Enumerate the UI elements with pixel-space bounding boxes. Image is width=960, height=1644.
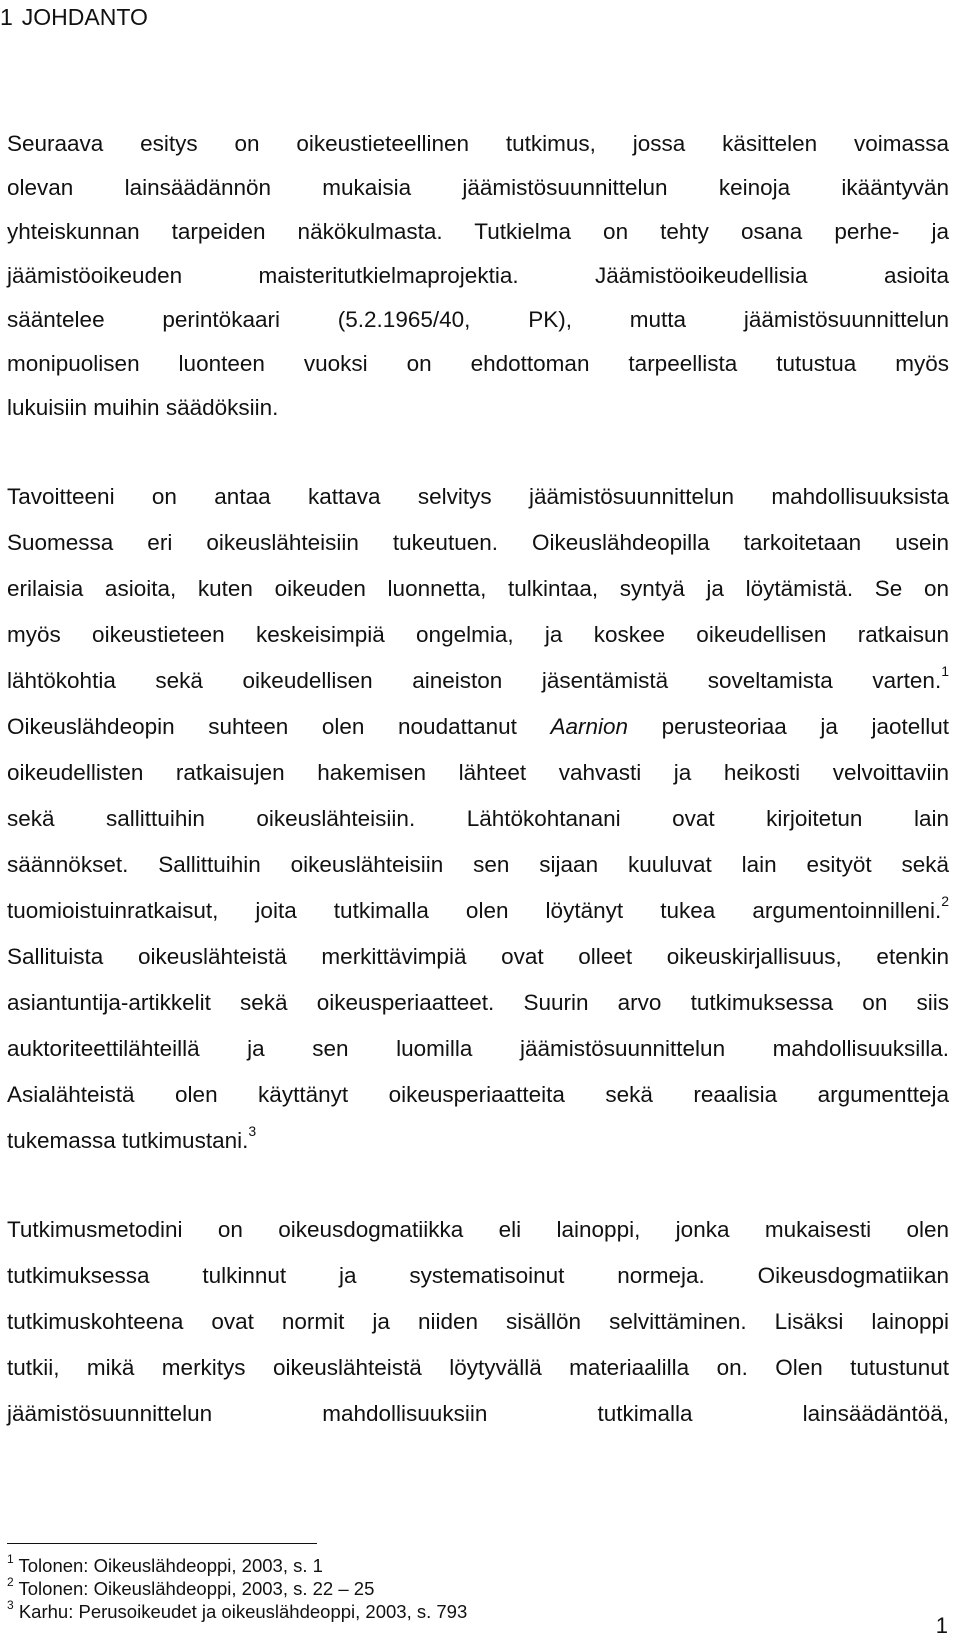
footnote (7, 1554, 323, 1578)
text-line: Asialähteistä olen käyttänyt oikeusperiaatteita sekä reaalisia argumentteja (7, 1082, 949, 1107)
text-line: Suomessa eri oikeuslähteisiin tukeutuen. Oikeuslähdeopilla tarkoitetaan usein (7, 530, 949, 555)
text-segment: tuomioistuinratkaisut, joita tutkimalla olen löytänyt tukea argumentoinnilleni. (7, 898, 942, 923)
text-line: sekä sallittuihin oikeuslähteisiin. Lähtökohtanani ovat kirjoitetun lain (7, 806, 949, 831)
text-line: myös oikeustieteen keskeisimpiä ongelmia, ja koskee oikeudellisen ratkaisun (7, 622, 949, 647)
footnote-mark: 1 (7, 1552, 14, 1566)
text-line: auktoriteettilähteillä ja sen luomilla jäämistösuunnittelun mahdollisuuksilla. (7, 1036, 949, 1061)
text-segment: Oikeuslähdeopin suhteen olen noudattanut (7, 714, 551, 739)
text-line: Sallituista oikeuslähteistä merkittävimpiä ovat olleet oikeuskirjallisuus, etenkin (7, 944, 949, 969)
text-line: sääntelee perintökaari (5.2.1965/40, PK), mutta jäämistösuunnittelun (7, 307, 949, 332)
chapter-heading (0, 4, 148, 30)
footnote-reference: 1 (941, 663, 949, 679)
text-line: asiantuntija-artikkelit sekä oikeusperiaatteet. Suurin arvo tutkimuksessa on siis (7, 990, 949, 1015)
text-line: Tavoitteeni on antaa kattava selvitys jäämistösuunnittelun mahdollisuuksista (7, 484, 949, 509)
footnote (7, 1600, 467, 1624)
text-line: yhteiskunnan tarpeiden näkökulmasta. Tutkielma on tehty osana perhe- ja (7, 219, 949, 244)
text-line: erilaisia asioita, kuten oikeuden luonnetta, tulkintaa, syntyä ja löytämistä. Se on (7, 576, 949, 601)
text-line: Seuraava esitys on oikeustieteellinen tutkimus, jossa käsittelen voimassa (7, 131, 949, 156)
footnote-separator (7, 1543, 317, 1544)
footnote-mark: 2 (7, 1575, 14, 1589)
footnote-text: Tolonen: Oikeuslähdeoppi, 2003, s. 1 (18, 1555, 323, 1576)
text-line: monipuolisen luonteen vuoksi on ehdottoman tarpeellista tutustua myös (7, 351, 949, 376)
text-line: olevan lainsäädännön mukaisia jäämistösuunnittelun keinoja ikääntyvän (7, 175, 949, 200)
footnote-text: Tolonen: Oikeuslähdeoppi, 2003, s. 22 – 25 (18, 1578, 375, 1599)
author-name-italic: Aarnion (550, 714, 629, 739)
text-line: säännökset. Sallittuihin oikeuslähteisiin sen sijaan kuuluvat lain esityöt sekä (7, 852, 949, 877)
text-line: tutkii, mikä merkitys oikeuslähteistä löytyvällä materiaalilla on. Olen tutustunut (7, 1355, 949, 1380)
footnote-mark: 3 (7, 1598, 14, 1612)
text-line (7, 1123, 949, 1159)
text-segment: lähtökohtia sekä oikeudellisen aineiston jäsentämistä soveltamista varten. (7, 668, 942, 693)
footnote-text: Karhu: Perusoikeudet ja oikeuslähdeoppi, 2003, s. 793 (18, 1601, 468, 1622)
footnote-reference: 3 (248, 1123, 257, 1139)
chapter-title: JOHDANTO (21, 4, 148, 30)
text-line: tutkimuskohteena ovat normit ja niiden sisällön selvittäminen. Lisäksi lainoppi (7, 1309, 949, 1334)
text-line: lukuisiin muihin säädöksiin. (7, 395, 279, 420)
text-segment: perusteoriaa ja jaotellut (628, 714, 950, 739)
page-number: 1 (935, 1613, 948, 1638)
text-line (7, 893, 949, 929)
footnote-reference: 2 (941, 893, 949, 909)
text-line: tutkimuksessa tulkinnut ja systematisoinut normeja. Oikeusdogmatiikan (7, 1263, 949, 1288)
text-line: jäämistösuunnittelun mahdollisuuksiin tutkimalla lainsäädäntöä, (7, 1401, 949, 1426)
footnote (7, 1577, 374, 1601)
chapter-number: 1 (0, 4, 13, 30)
text-line: jäämistöoikeuden maisteritutkielmaprojektia. Jäämistöoikeudellisia asioita (7, 263, 949, 288)
text-line: oikeudellisten ratkaisujen hakemisen lähteet vahvasti ja heikosti velvoittaviin (7, 760, 949, 785)
text-line: Tutkimusmetodini on oikeusdogmatiikka eli lainoppi, jonka mukaisesti olen (7, 1217, 949, 1242)
text-segment: tukemassa tutkimustani. (7, 1128, 249, 1153)
text-line (7, 709, 949, 745)
text-line (7, 663, 949, 699)
